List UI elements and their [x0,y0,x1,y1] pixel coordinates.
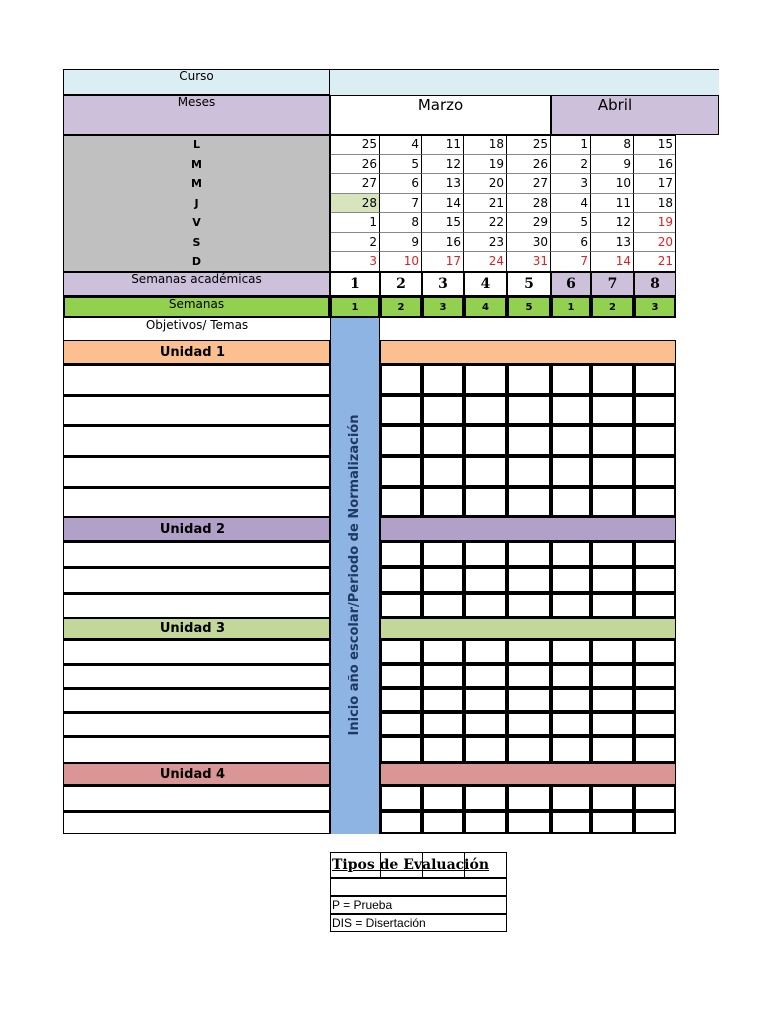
topic-row [63,456,330,487]
day-number: 16 [422,233,464,253]
week-cell [380,567,422,593]
topic-row [63,811,330,834]
week-cell [380,736,422,763]
week-cell [591,364,634,395]
week-cell [464,639,507,664]
day-number: 26 [507,155,551,175]
week-cell [591,736,634,763]
week-cell [634,785,676,811]
week-cell [380,364,422,395]
day-number: 1 [330,213,380,233]
semana: 1 [330,296,380,318]
day-number: 21 [634,252,676,272]
week-cell [422,811,464,834]
topic-row [63,688,330,712]
week-cell [551,688,591,712]
week-cell [591,456,634,487]
week-cell [380,811,422,834]
week-cell [507,395,551,425]
day-number: 3 [551,174,591,194]
week-cell [380,425,422,456]
week-cell [422,364,464,395]
week-cell [591,593,634,618]
week-cell [634,811,676,834]
week-cell [464,712,507,736]
semana-academica: 6 [551,272,591,296]
topic-row [63,785,330,811]
evaluacion-grid-line [464,852,465,878]
unit-band [380,763,676,785]
week-cell [464,456,507,487]
evaluacion-grid-line [422,852,423,878]
day-number: 8 [591,135,634,155]
week-cell [507,785,551,811]
week-cell [380,541,422,567]
week-cell [464,567,507,593]
day-number: 15 [422,213,464,233]
week-cell [591,567,634,593]
week-cell [634,639,676,664]
day-number: 4 [551,194,591,214]
semana-academica: 5 [507,272,551,296]
topic-row [63,425,330,456]
day-letter: L [192,138,200,152]
day-number: 30 [507,233,551,253]
week-cell [507,593,551,618]
week-cell [507,487,551,517]
week-cell [551,541,591,567]
day-number: 10 [380,252,422,272]
day-number: 28 [507,194,551,214]
week-cell [507,364,551,395]
week-cell [380,712,422,736]
week-cell [551,395,591,425]
week-cell [591,664,634,688]
topic-row [63,487,330,517]
day-number: 1 [551,135,591,155]
topic-row [63,712,330,736]
day-number: 24 [464,252,507,272]
week-cell [591,487,634,517]
week-cell [422,688,464,712]
topic-row [63,395,330,425]
unit-label: Unidad 1 [63,340,330,364]
week-cell [507,456,551,487]
day-number: 14 [422,194,464,214]
week-cell [464,664,507,688]
day-number: 16 [634,155,676,175]
week-cell [591,425,634,456]
week-cell [591,811,634,834]
topic-row [63,664,330,688]
semana: 2 [591,296,634,318]
day-number: 26 [330,155,380,175]
week-cell [634,712,676,736]
evaluacion-item: DIS = Disertación [330,914,507,932]
day-number: 27 [330,174,380,194]
day-number: 9 [591,155,634,175]
unit-band [380,517,676,541]
day-number: 18 [634,194,676,214]
day-number: 23 [464,233,507,253]
week-cell [422,456,464,487]
semana: 4 [464,296,507,318]
evaluacion-item: P = Prueba [330,896,507,914]
semana-academica: 3 [422,272,464,296]
week-cell [551,785,591,811]
day-number: 4 [380,135,422,155]
week-cell [422,593,464,618]
week-cell [507,664,551,688]
week-cell [551,712,591,736]
day-number: 17 [634,174,676,194]
day-number: 12 [591,213,634,233]
semana-academica: 7 [591,272,634,296]
day-number: 2 [330,233,380,253]
day-number: 25 [507,135,551,155]
meses-label: Meses [63,95,330,135]
week-cell [551,664,591,688]
week-cell [507,425,551,456]
day-number: 5 [380,155,422,175]
week-cell [464,541,507,567]
day-number: 20 [634,233,676,253]
week-cell [507,811,551,834]
day-number: 27 [507,174,551,194]
week-cell [464,736,507,763]
day-number: 18 [464,135,507,155]
day-letter: D [191,255,202,269]
week-cell [634,541,676,567]
week-cell [380,395,422,425]
evaluacion-blank-row [330,878,507,896]
day-number: 6 [551,233,591,253]
week-cell [422,487,464,517]
week-cell [380,639,422,664]
week-cell [380,785,422,811]
week-cell [464,364,507,395]
week-cell [551,456,591,487]
week-cell [551,593,591,618]
week-cell [464,487,507,517]
week-cell [464,688,507,712]
curso-label: Curso [63,69,330,95]
week-cell [380,487,422,517]
vertical-band-label: Inicio año escolar/Periodo de Normalización [347,414,362,736]
day-letter: V [192,216,201,230]
week-cell [634,364,676,395]
day-number: 7 [380,194,422,214]
topic-row [63,736,330,763]
week-cell [551,811,591,834]
week-cell [551,425,591,456]
week-cell [507,567,551,593]
day-number: 15 [634,135,676,155]
semanas-academicas-label: Semanas académicas [63,272,330,296]
week-cell [507,541,551,567]
week-cell [422,785,464,811]
month-abril: Abril [551,95,719,135]
day-number: 20 [464,174,507,194]
semana: 5 [507,296,551,318]
week-cell [551,487,591,517]
day-number: 14 [591,252,634,272]
week-cell [591,395,634,425]
evaluacion-grid-line [380,852,381,878]
day-number: 13 [591,233,634,253]
day-number: 7 [551,252,591,272]
day-letter: M [191,177,202,191]
week-cell [591,712,634,736]
day-number: 13 [422,174,464,194]
week-cell [464,811,507,834]
day-number: 19 [464,155,507,175]
semana: 1 [551,296,591,318]
day-number: 10 [591,174,634,194]
day-letter: S [192,235,201,249]
semana: 3 [422,296,464,318]
week-cell [634,425,676,456]
day-number: 29 [507,213,551,233]
day-number: 17 [422,252,464,272]
unit-label: Unidad 4 [63,763,330,785]
day-number: 21 [464,194,507,214]
day-letter: M [191,157,202,171]
day-number: 12 [422,155,464,175]
day-number: 8 [380,213,422,233]
curso-value [330,69,719,95]
day-number: 28 [330,194,380,214]
unit-band [380,618,676,639]
day-number: 6 [380,174,422,194]
unit-label: Unidad 2 [63,517,330,541]
week-cell [634,664,676,688]
week-cell [507,712,551,736]
week-cell [464,593,507,618]
week-cell [634,395,676,425]
week-cell [507,736,551,763]
week-cell [551,567,591,593]
week-cell [464,395,507,425]
week-cell [422,567,464,593]
week-cell [422,425,464,456]
day-letter: J [194,196,199,210]
unit-band [380,340,676,364]
day-number: 22 [464,213,507,233]
week-cell [422,395,464,425]
week-cell [380,688,422,712]
day-number: 31 [507,252,551,272]
day-number: 11 [591,194,634,214]
topic-row [63,541,330,567]
semana-academica: 1 [330,272,380,296]
semana: 2 [380,296,422,318]
week-cell [634,567,676,593]
week-cell [422,712,464,736]
week-cell [464,785,507,811]
day-number: 19 [634,213,676,233]
day-number: 2 [551,155,591,175]
week-cell [591,541,634,567]
week-cell [551,736,591,763]
topic-row [63,364,330,395]
week-cell [422,736,464,763]
week-cell [634,736,676,763]
semana-academica: 2 [380,272,422,296]
week-cell [634,456,676,487]
week-cell [634,487,676,517]
topic-row [63,593,330,618]
week-cell [422,639,464,664]
topic-row [63,639,330,664]
semana-academica: 4 [464,272,507,296]
day-number: 11 [422,135,464,155]
topic-row [63,567,330,593]
month-marzo: Marzo [330,95,551,135]
week-cell [422,664,464,688]
day-number: 25 [330,135,380,155]
week-cell [422,541,464,567]
semana-academica: 8 [634,272,676,296]
week-cell [634,593,676,618]
day-number: 5 [551,213,591,233]
week-cell [464,425,507,456]
semanas-label: Semanas [63,296,330,318]
unit-label: Unidad 3 [63,618,330,639]
week-cell [507,639,551,664]
week-cell [591,688,634,712]
days-grid-frame [330,135,676,272]
objetivos-temas-label: Objetivos/ Temas [63,318,330,340]
semana: 3 [634,296,676,318]
week-cell [551,364,591,395]
week-cell [380,593,422,618]
week-cell [591,639,634,664]
week-cell [507,688,551,712]
week-cell [380,456,422,487]
week-cell [551,639,591,664]
day-number: 9 [380,233,422,253]
week-cell [380,664,422,688]
week-cell [591,785,634,811]
week-cell [634,688,676,712]
evaluacion-title: Tipos de Evaluación [330,852,507,878]
day-number: 3 [330,252,380,272]
